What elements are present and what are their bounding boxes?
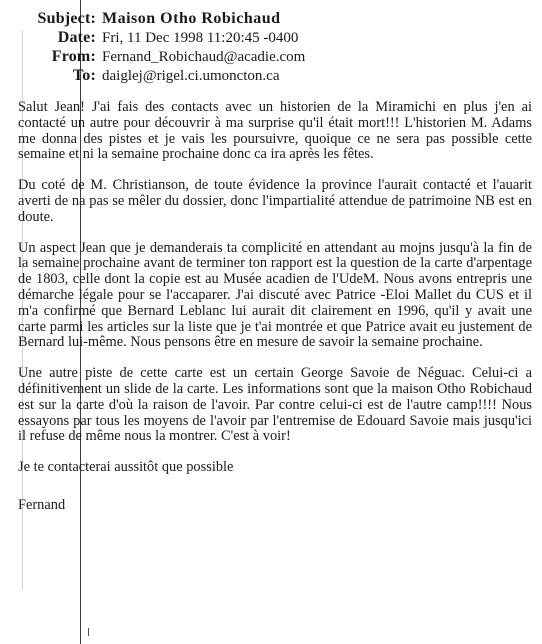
signature: Fernand bbox=[18, 496, 66, 513]
paragraph-1: Salut Jean! J'ai fais des contacts avec un historien de la Miramichi en plus j'en ai contacté un autre pour découvrir à ma surprise qu'il était mort!!! L'historien M. Adams me donna des pistes et je vais les poursuivre, quoique ce ne sera pas possible cette semaine et ni la semaine prochaine donc ca ira après les fêtes. bbox=[18, 99, 532, 163]
email-body bbox=[18, 100, 532, 514]
paragraph-5: Je te contacterai aussitôt que possible bbox=[18, 459, 234, 476]
to-label: To: bbox=[72, 67, 96, 84]
date-value: Fri, 11 Dec 1998 11:20:45 -0400 bbox=[102, 30, 299, 46]
paragraph-2: Du coté de M. Christianson, de toute évidence la province l'aurait contacté et l'auarit averti de na pas se mêler du dossier, donc l'impartialité attendue de patrimoine NB est en doute. bbox=[18, 177, 532, 225]
from-label: From: bbox=[51, 48, 96, 65]
paragraph-4: Une autre piste de cette carte est un certain George Savoie de Néguac. Celui-ci a définitivement un slide de la carte. Les informations sont que la maison Otho Robichaud est sur la carte d'où la raison de l'avoir. Par contre celui-ci est de l'autre camp!!!! Nous essayons par tous les moyens de l'avoir par l'entremise de Edouard Savoie mais jusqu'ici il refuse de même nous la montrer. C'est à voir! bbox=[18, 365, 532, 445]
subject-value: Maison Otho Robichaud bbox=[102, 10, 281, 27]
to-value: daiglej@rigel.ci.umoncton.ca bbox=[102, 68, 280, 84]
email-header bbox=[0, 10, 542, 86]
paragraph-3: Un aspect Jean que je demanderais ta complicité en attendant au mojns jusqu'à la fin de la semaine prochaine avant de terminer ton rapport est la question de la carte d'arpentage de 1803, celle dont la copie est au Musée acadien de l'UdeM. Nous avons entrepris une démarche légale pour se l'accaparer. J'ai discuté avec Patrice -Eloi Mallet du CUS et il m'a confirmé que Bernard Leblanc lui aurait dit clairement en 1996, qu'il y avait une carte parmi les articles sur la liste que je t'ai montrée et que Patrice avait eu justement de Bernard lui-même. Nous pensons être en mesure de savoir la semaine prochaine. bbox=[18, 239, 532, 351]
date-row bbox=[0, 29, 542, 48]
to-row bbox=[0, 67, 542, 86]
from-row bbox=[0, 48, 542, 67]
subject-label: Subject: bbox=[37, 10, 96, 27]
scan-mark bbox=[88, 628, 89, 636]
date-label: Date: bbox=[57, 29, 96, 46]
subject-row bbox=[0, 10, 542, 29]
from-value: Fernand_Robichaud@acadie.com bbox=[102, 49, 306, 65]
